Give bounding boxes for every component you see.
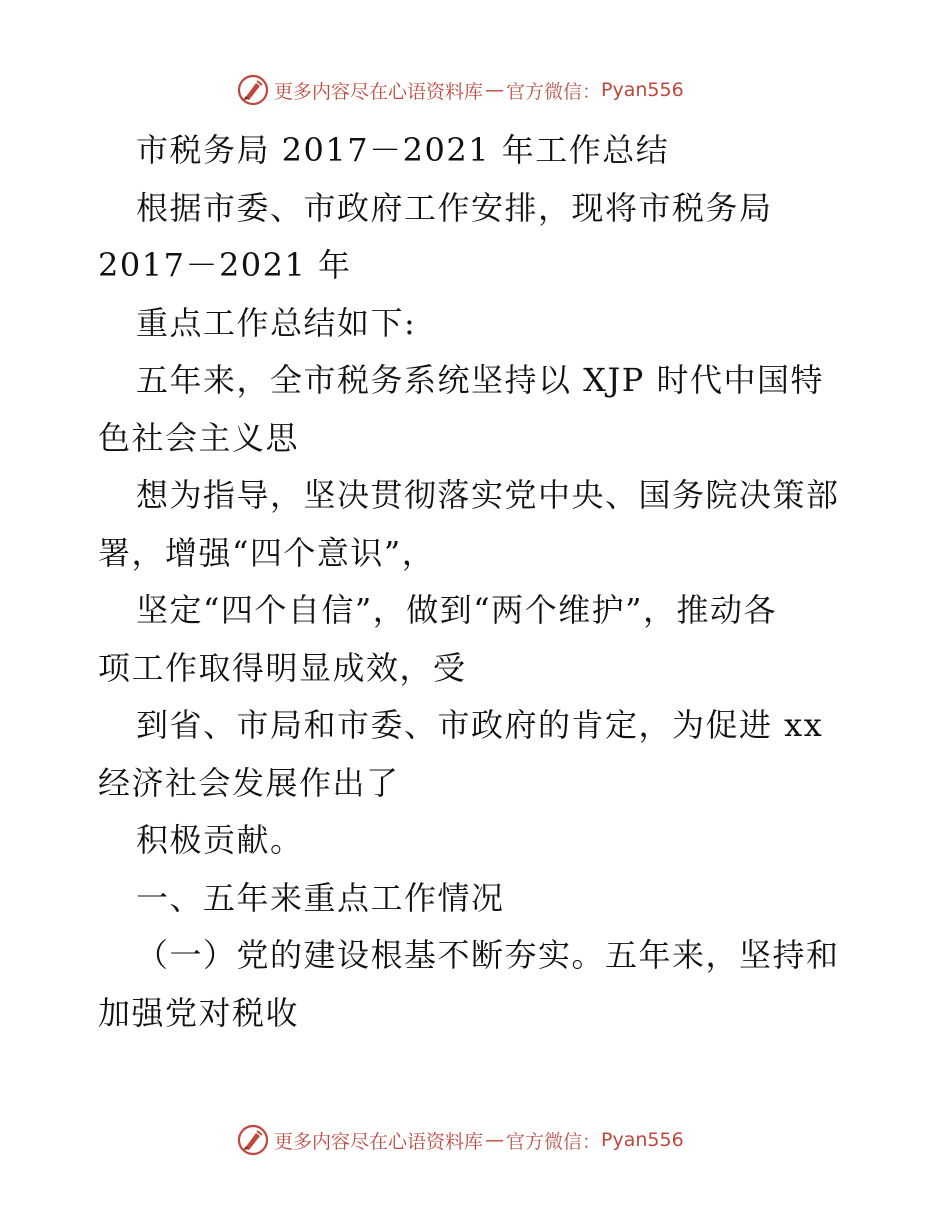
paragraph-line: 重点工作总结如下: bbox=[136, 303, 417, 342]
paragraph-line: 项工作取得明显成效，受 bbox=[98, 648, 467, 687]
paragraph-line: 署，增强“四个意识”， bbox=[98, 533, 436, 572]
watermark-dash: — bbox=[485, 79, 505, 101]
document-body bbox=[98, 122, 858, 1042]
paragraph-line: 到省、市局和市委、市政府的肯定，为促进 xx bbox=[136, 706, 824, 744]
paragraph-line: （一）党的建设根基不断夯实。五年来，坚持和 bbox=[136, 936, 840, 974]
paragraph-line: 加强党对税收 bbox=[98, 993, 300, 1032]
watermark-label: 官方微信： bbox=[506, 1130, 602, 1153]
paragraph-line: 2017－2021 年 bbox=[98, 246, 352, 284]
watermark-main-text: 更多内容尽在心语资料库 bbox=[274, 1130, 484, 1153]
paragraph-line: 积极贡献。 bbox=[136, 821, 304, 859]
watermark-main-text: 更多内容尽在心语资料库 bbox=[274, 80, 484, 103]
watermark-dash: — bbox=[485, 1129, 505, 1151]
watermark-id: Pyan556 bbox=[601, 1129, 684, 1151]
paragraph-line: 想为指导，坚决贯彻落实党中央、国务院决策部 bbox=[136, 476, 840, 514]
watermark-footer bbox=[236, 1122, 756, 1158]
watermark-label: 官方微信： bbox=[506, 80, 602, 103]
paragraph-line: 坚定“四个自信”，做到“两个维护”，推动各 bbox=[136, 591, 777, 629]
pen-circle-logo-icon bbox=[236, 1123, 270, 1157]
watermark-id: Pyan556 bbox=[601, 79, 684, 101]
paragraph-line: 色社会主义思 bbox=[98, 418, 300, 457]
watermark-header bbox=[236, 72, 756, 108]
document-title: 市税务局 2017－2021 年工作总结 bbox=[136, 131, 670, 169]
pen-circle-logo-icon bbox=[236, 73, 270, 107]
section-heading: 一、五年来重点工作情况 bbox=[136, 878, 505, 917]
paragraph-line: 经济社会发展作出了 bbox=[98, 763, 400, 802]
paragraph-line: 根据市委、市政府工作安排，现将市税务局 bbox=[136, 188, 773, 227]
paragraph-line: 五年来，全市税务系统坚持以 XJP 时代中国特 bbox=[136, 361, 824, 399]
